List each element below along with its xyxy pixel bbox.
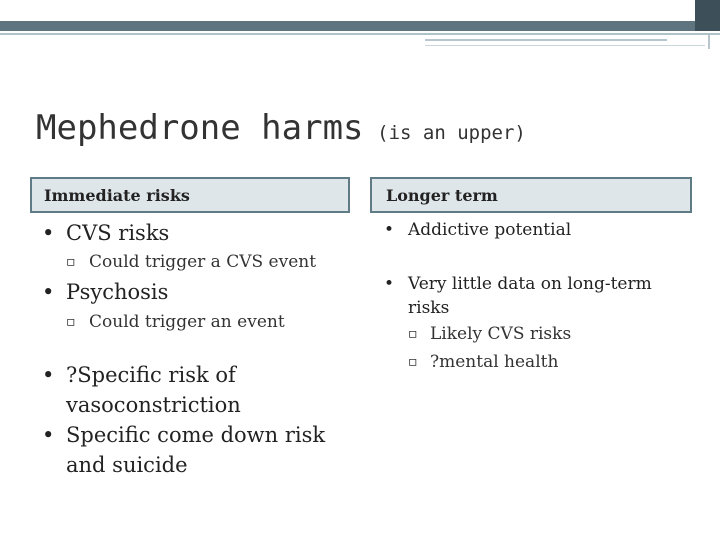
top-decor-bar-dark <box>695 0 720 31</box>
list-item-text: Very little data on long-term risks <box>408 274 652 318</box>
bullet-icon: • <box>384 274 395 294</box>
accent-line <box>425 45 705 46</box>
slide-title <box>36 108 526 148</box>
list-item <box>370 272 692 320</box>
sub-list-item <box>370 348 692 376</box>
sub-list-item-text: ?mental health <box>430 352 559 372</box>
accent-line <box>425 39 667 41</box>
sub-list <box>30 310 350 334</box>
sub-bullet-icon: ▫ <box>408 354 418 370</box>
sub-list-item <box>30 250 350 274</box>
right-bullet-list <box>370 218 692 376</box>
top-decor-bar <box>0 21 720 31</box>
list-item <box>30 218 350 248</box>
list-item-text: ?Specific risk of vasoconstriction <box>66 363 241 417</box>
sub-bullet-icon: ▫ <box>66 254 76 270</box>
list-item <box>30 420 350 480</box>
left-bullet-list <box>30 218 350 480</box>
left-column-header: Immediate risks <box>30 177 350 213</box>
sub-list <box>30 250 350 274</box>
list-item-text: Addictive potential <box>408 220 572 240</box>
slide-title-sub: (is an upper) <box>377 122 526 144</box>
sub-list-item <box>370 320 692 348</box>
list-item-text: Psychosis <box>66 280 169 304</box>
sub-bullet-icon: ▫ <box>66 314 76 330</box>
list-item-text: Specific come down risk and suicide <box>66 423 326 477</box>
sub-list-item <box>30 310 350 334</box>
slide-title-main: Mephedrone harms <box>36 108 364 148</box>
bullet-icon: • <box>42 363 55 387</box>
bullet-icon: • <box>42 423 55 447</box>
bullet-icon: • <box>42 280 55 304</box>
accent-line <box>708 35 710 49</box>
bullet-icon: • <box>384 220 395 240</box>
list-item <box>370 218 692 242</box>
sub-bullet-icon: ▫ <box>408 326 418 342</box>
sub-list-item-text: Could trigger an event <box>89 312 285 332</box>
list-item <box>30 277 350 307</box>
list-item-text: CVS risks <box>66 221 170 245</box>
list-item <box>30 360 350 420</box>
bullet-icon: • <box>42 221 55 245</box>
sub-list-item-text: Likely CVS risks <box>430 324 572 344</box>
sub-list-item-text: Could trigger a CVS event <box>89 252 317 272</box>
top-decor-line <box>0 33 720 35</box>
sub-list <box>370 320 692 376</box>
right-column-header: Longer term <box>370 177 692 213</box>
